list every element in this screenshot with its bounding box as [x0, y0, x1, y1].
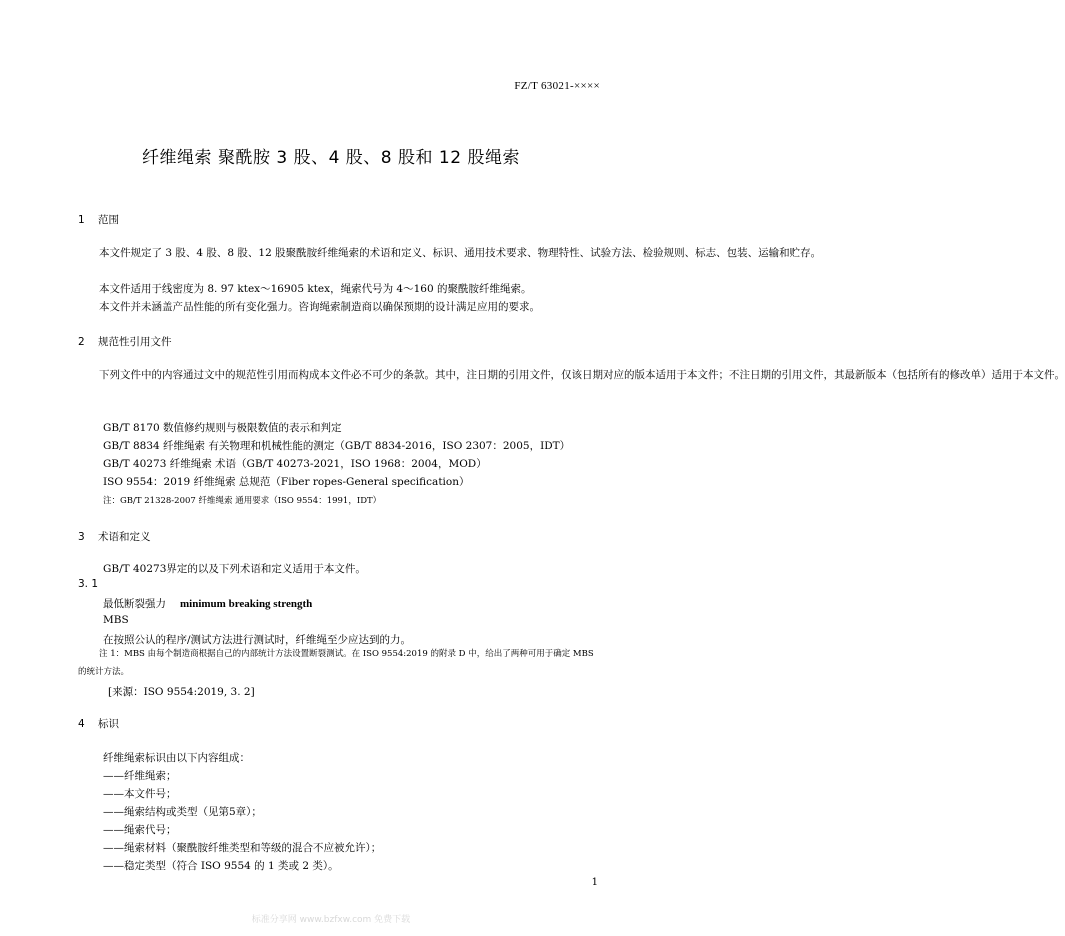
reference-item: GB/T 40273 纤维绳索 术语（GB/T 40273-2021，ISO 1968：2004，MOD）: [103, 458, 487, 470]
term-note: 注 1：MBS 由每个制造商根据自己的内部统计方法设置断裂测试。在 ISO 9554:2019 的附录 D 中，给出了两种可用于确定 MBS 的统计方法。: [78, 649, 594, 677]
marking-list-item: ——绳索结构或类型（见第5章）；: [103, 806, 262, 818]
term-definition: 在按照公认的程序/测试方法进行测试时，纤维绳至少应达到的力。: [103, 634, 412, 646]
section-title: 规范性引用文件: [98, 336, 172, 348]
section-title: 标识: [98, 718, 119, 730]
section-3-heading: [78, 529, 151, 544]
marking-list-item: ——绳索代号；: [103, 824, 177, 836]
section-title: 范围: [98, 214, 119, 226]
section-title: 术语和定义: [98, 531, 151, 543]
section-2-heading: [78, 334, 172, 349]
reference-item: GB/T 8170 数值修约规则与极限数值的表示和判定: [103, 422, 342, 434]
section-number: 4: [78, 718, 85, 730]
terms-intro: GB/T 40273界定的以及下列术语和定义适用于本文件。: [103, 563, 366, 575]
term-source: [来源：ISO 9554:2019, 3. 2]: [108, 686, 255, 698]
reference-item: ISO 9554：2019 纤维绳索 总规范（Fiber ropes-General specification）: [103, 476, 470, 488]
marking-list-item: ——本文件号；: [103, 788, 177, 800]
standard-code: FZ/T 63021-××××: [514, 80, 600, 92]
term-abbreviation: MBS: [103, 614, 129, 626]
term-english: minimum breaking strength: [180, 598, 313, 610]
page-number: 1: [591, 877, 598, 888]
normative-intro: 下列文件中的内容通过文中的规范性引用而构成本文件必不可少的条款。其中，注日期的引用文件，仅该日期对应的版本适用于本文件；不注日期的引用文件，其最新版本（包括所有的修改单）适用于本文件。: [99, 369, 1065, 381]
watermark: 标准分享网 www.bzfxw.com 免费下载: [251, 915, 411, 925]
document-title: 纤维绳索 聚酰胺 3 股、4 股、8 股和 12 股绳索: [142, 148, 520, 168]
marking-intro: 纤维绳索标识由以下内容组成：: [103, 752, 250, 764]
term-entry: [103, 596, 312, 611]
scope-paragraph-3: 本文件并未涵盖产品性能的所有变化强力。咨询绳索制造商以确保预期的设计满足应用的要求。: [99, 301, 540, 313]
term-chinese: 最低断裂强力: [103, 598, 166, 610]
marking-list-item: ——纤维绳索；: [103, 770, 177, 782]
marking-list-item: ——绳索材料（聚酰胺纤维类型和等级的混合不应被允许）；: [103, 842, 382, 854]
section-number: 2: [78, 336, 85, 348]
scope-paragraph-1: 本文件规定了 3 股、4 股、8 股、12 股聚酰胺纤维绳索的术语和定义、标识、通用技术要求、物理特性、试验方法、检验规则、标志、包装、运输和贮存。: [99, 247, 822, 259]
scope-paragraph-2: 本文件适用于线密度为 8. 97 ktex～16905 ktex，绳索代号为 4～160 的聚酰胺纤维绳索。: [99, 283, 532, 295]
section-number: 3: [78, 531, 85, 543]
marking-list-item: ——稳定类型（符合 ISO 9554 的 1 类或 2 类）。: [103, 860, 339, 872]
term-number: 3. 1: [78, 578, 99, 590]
section-4-heading: [78, 716, 119, 731]
section-1-heading: [78, 212, 119, 227]
reference-item: GB/T 8834 纤维绳索 有关物理和机械性能的测定（GB/T 8834-2016，ISO 2307：2005，IDT）: [103, 440, 571, 452]
reference-note: 注：GB/T 21328-2007 纤维绳索 通用要求（ISO 9554：1991，IDT）: [103, 496, 382, 506]
section-number: 1: [78, 214, 85, 226]
